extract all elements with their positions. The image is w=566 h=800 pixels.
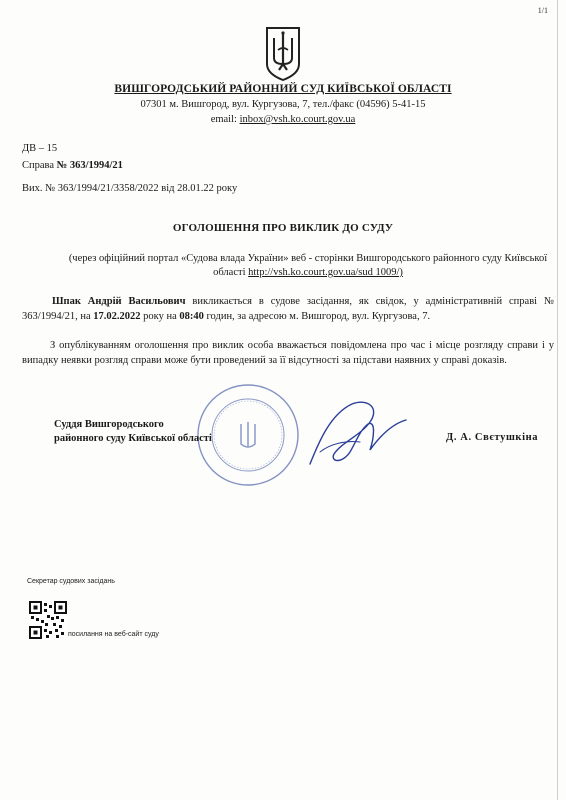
summons-text-2: року на bbox=[140, 310, 180, 322]
judge-name: Д. А. Свєтушкіна bbox=[446, 432, 539, 443]
summons-paragraph bbox=[22, 295, 554, 324]
notice-title: ОГОЛОШЕННЯ ПРО ВИКЛИК ДО СУДУ bbox=[172, 222, 394, 234]
court-website-link[interactable]: http://vsh.ko.court.gov.ua/sud 1009/) bbox=[248, 267, 403, 278]
judge-signature bbox=[290, 394, 420, 474]
court-name: ВИШГОРОДСЬКИЙ РАЙОННИЙ СУД КИЇВСЬКОЇ ОБЛАСТІ bbox=[114, 83, 452, 95]
court-email-line bbox=[0, 114, 566, 125]
summons-text-1: викликається в судове засідання, як свідок, у адміністративній справі № 363/1994/21, на bbox=[22, 296, 554, 322]
judge-title-line-1: Суддя Вишгородського bbox=[54, 419, 164, 430]
hearing-time: 08:40 bbox=[179, 310, 204, 322]
notice-subtitle bbox=[60, 252, 556, 280]
notice-paragraph: З опублікуванням оголошення про виклик особа вважається повідомлена про час і місце розгляду справи і у випадку неявки розгляд справи може бути проведений за її відсутності за підстави наявних у справі доказів. bbox=[22, 340, 554, 366]
qr-code-icon[interactable] bbox=[29, 601, 67, 639]
document-code: ДВ – 15 bbox=[22, 143, 58, 154]
judge-title bbox=[54, 418, 212, 446]
court-address: 07301 м. Вишгород, вул. Кургузова, 7, тел./факс (04596) 5-41-15 bbox=[140, 99, 426, 110]
outgoing-number: Вих. № 363/1994/21/3358/2022 від 28.01.22 року bbox=[22, 183, 238, 194]
email-link[interactable]: inbox@vsh.ko.court.gov.ua bbox=[239, 114, 356, 125]
judge-title-line-2: районного суду Київської області bbox=[54, 433, 212, 444]
qr-caption: посилання на веб-сайт суду bbox=[68, 631, 159, 638]
subtitle-text: (через офіційний портал «Судова влада України» веб - сторінки Вишгородського районного суду Київської області bbox=[68, 253, 548, 278]
case-number-line bbox=[22, 160, 123, 171]
case-label: Справа bbox=[22, 160, 55, 171]
secretary-label: Секретар судових засідань bbox=[27, 578, 115, 585]
case-number: № 363/1994/21 bbox=[56, 160, 123, 171]
page-number: 1/1 bbox=[537, 6, 548, 15]
hearing-date: 17.02.2022 bbox=[93, 310, 141, 322]
trident-emblem-icon bbox=[262, 24, 304, 82]
summons-text-3: годин, за адресою м. Вишгород, вул. Кургузова, 7. bbox=[203, 310, 431, 322]
summoned-person: Шпак Андрій Васильович bbox=[52, 296, 186, 307]
email-label: email: bbox=[210, 114, 237, 125]
